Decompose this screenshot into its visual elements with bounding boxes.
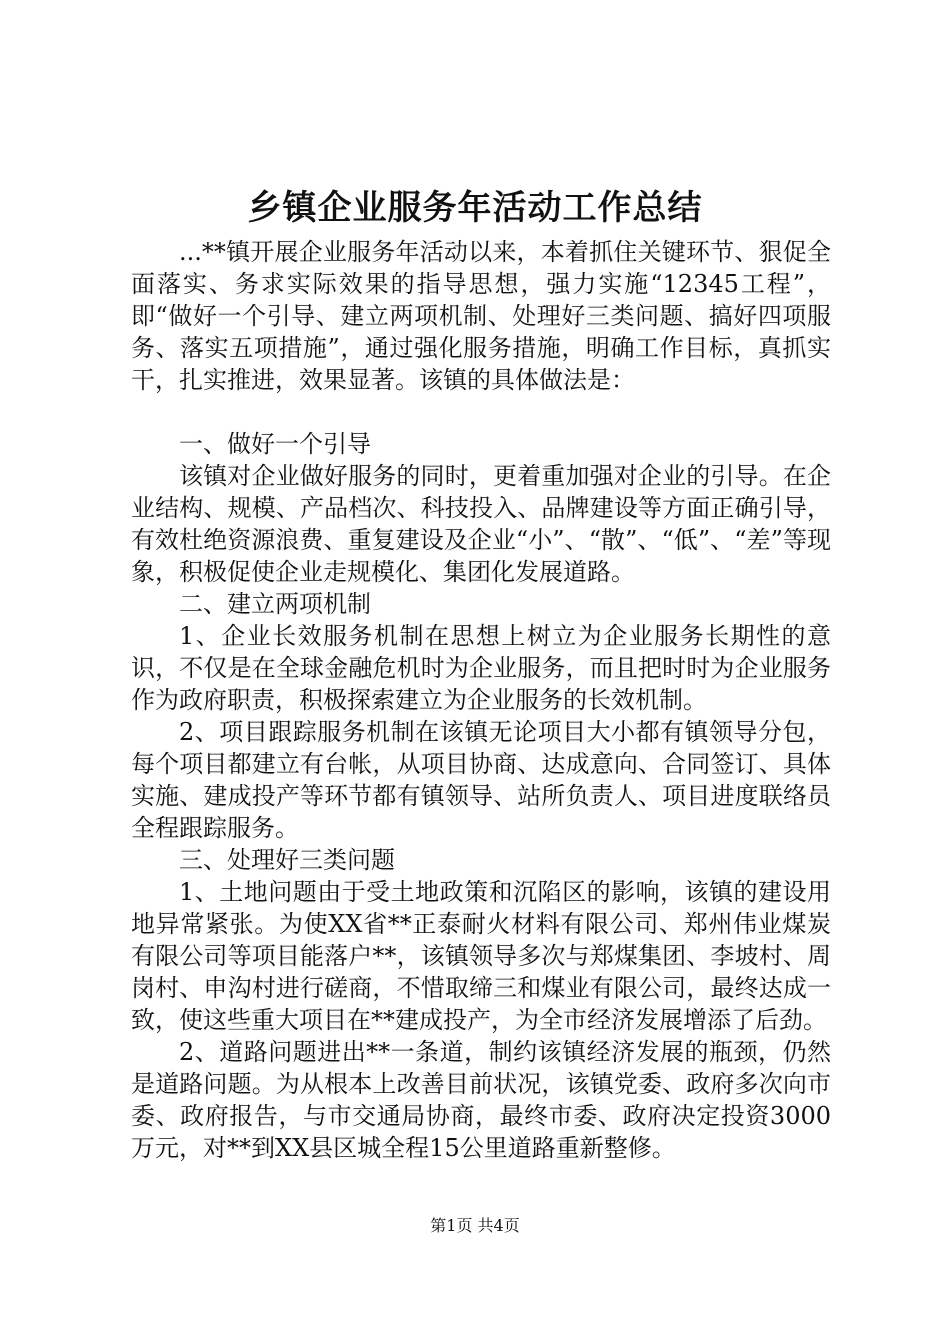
section2-paragraph-1: 1、企业长效服务机制在思想上树立为企业服务长期性的意识，不仅是在全球金融危机时为企业服务，而且把时时为企业服务作为政府职责，积极探索建立为企业服务的长效机制。 — [131, 622, 831, 714]
section3-paragraph-2: 2、道路问题进出**一条道，制约该镇经济发展的瓶颈，仍然是道路问题。为从根本上改善目前状况，该镇党委、政府多次向市委、政府报告，与市交通局协商，最终市委、政府决定投资3000万元，对**到XX县区城全程15公里道路重新整修。 — [131, 1038, 831, 1162]
document-body — [131, 236, 831, 1164]
paragraph-gap — [131, 396, 831, 428]
section2-paragraph-2: 2、项目跟踪服务机制在该镇无论项目大小都有镇领导分包，每个项目都建立有台帐，从项目协商、达成意向、合同签订、具体实施、建成投产等环节都有镇领导、站所负责人、项目进度联络员全程跟踪服务。 — [131, 718, 831, 842]
section3-paragraph-1: 1、土地问题由于受土地政策和沉陷区的影响，该镇的建设用地异常紧张。为使XX省**正泰耐火材料有限公司、郑州伟业煤炭有限公司等项目能落户**，该镇领导多次与郑煤集团、李坡村、周岗村、申沟村进行磋商，不惜取缔三和煤业有限公司，最终达成一致，使这些重大项目在**建成投产，为全市经济发展增添了后劲。 — [131, 878, 831, 1034]
section2-heading: 二、建立两项机制 — [179, 590, 371, 618]
section3-heading: 三、处理好三类问题 — [179, 846, 395, 874]
section1-paragraph-1: 该镇对企业做好服务的同时，更着重加强对企业的引导。在企业结构、规模、产品档次、科技投入、品牌建设等方面正确引导，有效杜绝资源浪费、重复建设及企业“小”、“散”、“低”、“差”等现象，积极促使企业走规模化、集团化发展道路。 — [131, 462, 831, 586]
document-title: 乡镇企业服务年活动工作总结 — [247, 188, 703, 228]
intro-paragraph: ...**镇开展企业服务年活动以来，本着抓住关键环节、狠促全面落实、务求实际效果的指导思想，强力实施“12345工程”，即“做好一个引导、建立两项机制、处理好三类问题、搞好四项服务、落实五项措施”，通过强化服务措施，明确工作目标，真抓实干，扎实推进，效果显著。该镇的具体做法是： — [131, 238, 831, 394]
section1-heading: 一、做好一个引导 — [179, 430, 371, 458]
page-footer: 第1页 共4页 — [430, 1216, 520, 1235]
